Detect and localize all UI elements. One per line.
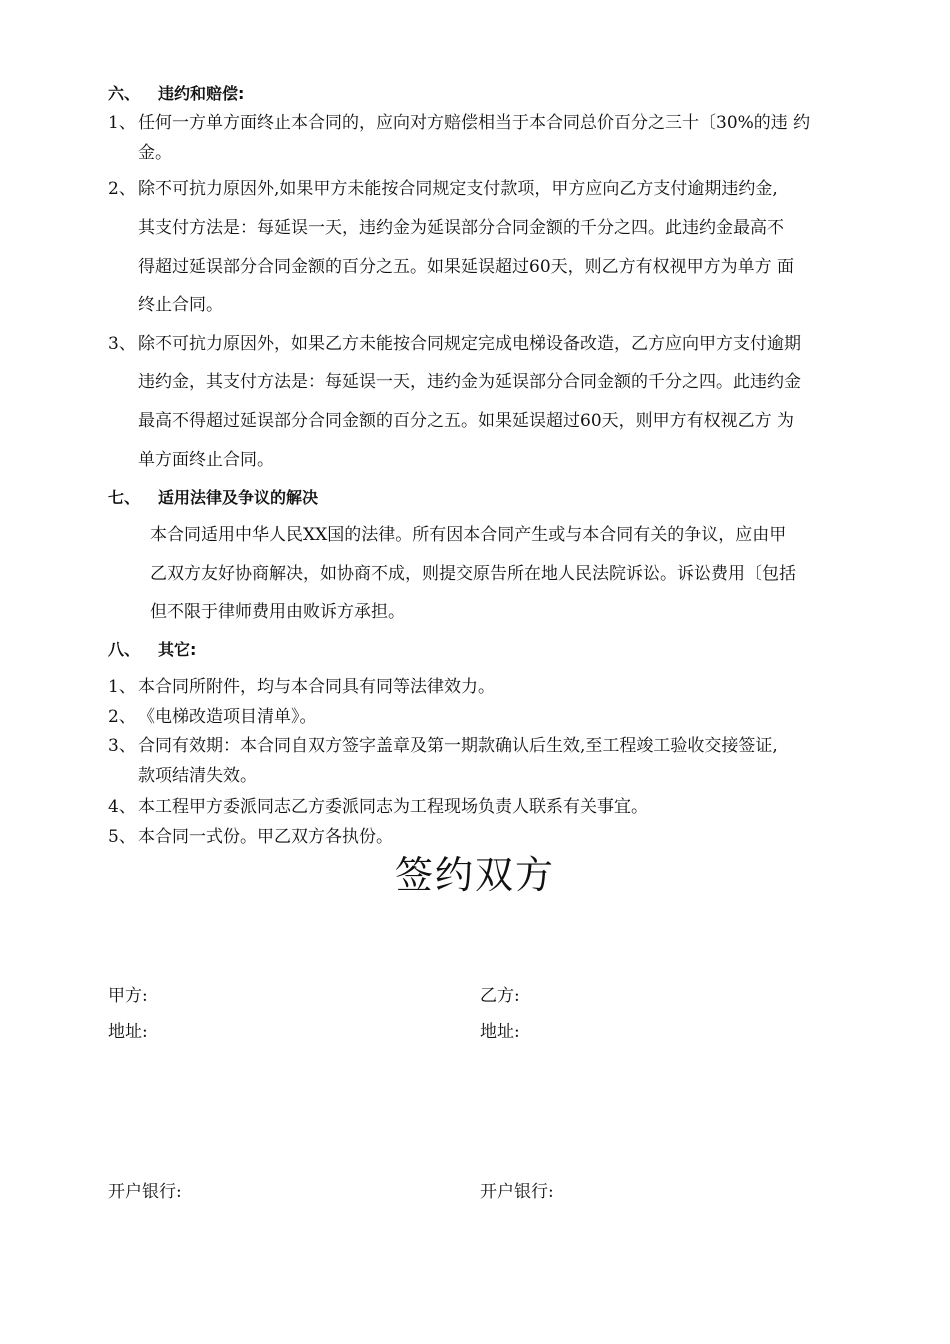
party-b-bank-label: 开户银行:	[480, 1182, 554, 1202]
s6-item-1-line-1	[108, 112, 884, 134]
s6-item-3-line-4: 单方面终止合同。	[138, 450, 274, 470]
s6-item-3-line-2: 违约金，其支付方法是：每延误一天，违约金为延误部分合同金额的千分之四。此违约金	[138, 372, 801, 392]
s8-item-1	[108, 676, 495, 698]
s8-item-1-number: 1、	[108, 677, 136, 697]
s6-item-3-line-3: 最高不得超过延误部分合同金额的百分之五。如果延误超过60天，则甲方有权视乙方 为	[138, 411, 795, 431]
s8-item-2-text: 《电梯改造项目清单》。	[138, 707, 317, 727]
s7-paragraph-line-1: 本合同适用中华人民XX国的法律。所有因本合同产生或与本合同有关的争议，应由甲	[150, 525, 787, 545]
s8-item-5-text: 本合同一式份。甲乙双方各执份。	[138, 827, 393, 847]
s6-item-2-line-1	[108, 178, 778, 200]
s8-item-3-line-1	[108, 735, 778, 757]
s6-item-3-number: 3、	[108, 334, 136, 354]
s8-item-3-number: 3、	[108, 736, 136, 756]
s8-item-2	[108, 706, 317, 728]
s6-item-2-line-2: 其支付方法是：每延误一天，违约金为延误部分合同金额的千分之四。此违约金最高不	[138, 218, 784, 238]
s7-paragraph-line-3: 但不限于律师费用由败诉方承担。	[150, 602, 405, 622]
s8-item-5	[108, 826, 393, 848]
s7-paragraph-line-2: 乙双方友好协商解决，如协商不成，则提交原告所在地人民法院诉讼。诉讼费用〔包括	[150, 564, 796, 584]
s6-item-2-line-3: 得超过延误部分合同金额的百分之五。如果延误超过60天，则乙方有权视甲方为单方 面	[138, 257, 795, 277]
party-a-bank-label: 开户银行:	[108, 1182, 182, 1202]
s6-item-2-text-1: 除不可抗力原因外,如果甲方未能按合同规定支付款项，甲方应向乙方支付逾期违约金,	[138, 179, 778, 199]
section-8-title: 其它:	[158, 640, 197, 659]
s8-item-4-text: 本工程甲方委派同志乙方委派同志为工程现场负责人联系有关事宜。	[138, 797, 648, 817]
s8-item-2-number: 2、	[108, 707, 136, 727]
section-6-title: 违约和赔偿:	[158, 84, 245, 103]
s8-item-3-line-2: 款项结清失效。	[138, 766, 257, 786]
s6-item-1-line-2: 金。	[138, 143, 172, 163]
party-b-label: 乙方:	[480, 986, 520, 1006]
section-8-number: 八、	[108, 640, 141, 659]
section-7-title: 适用法律及争议的解决	[158, 488, 319, 507]
party-b-address-label: 地址:	[480, 1022, 520, 1042]
section-8-heading	[108, 639, 196, 661]
s8-item-3-text-1: 合同有效期：本合同自双方签字盖章及第一期款确认后生效,至工程竣工验收交接签证,	[138, 736, 778, 756]
party-a-label: 甲方:	[108, 986, 148, 1006]
s6-item-1-number: 1、	[108, 113, 136, 133]
s6-item-1-text-1: 任何一方单方面终止本合同的，应向对方赔偿相当于本合同总价百分之三十〔30%的违 约	[138, 113, 811, 133]
section-6-number: 六、	[108, 84, 141, 103]
s6-item-3-text-1: 除不可抗力原因外，如果乙方未能按合同规定完成电梯设备改造，乙方应向甲方支付逾期	[138, 334, 801, 354]
section-7-heading	[108, 487, 318, 509]
s6-item-2-number: 2、	[108, 179, 136, 199]
section-7-number: 七、	[108, 488, 141, 507]
section-6-heading	[108, 83, 244, 105]
s8-item-1-text: 本合同所附件，均与本合同具有同等法律效力。	[138, 677, 495, 697]
s8-item-5-number: 5、	[108, 827, 136, 847]
s8-item-4-number: 4、	[108, 797, 136, 817]
s6-item-3-line-1	[108, 333, 801, 355]
signature-title: 签约双方	[394, 853, 555, 897]
party-a-address-label: 地址:	[108, 1022, 148, 1042]
s6-item-2-line-4: 终止合同。	[138, 295, 223, 315]
s8-item-4	[108, 796, 648, 818]
